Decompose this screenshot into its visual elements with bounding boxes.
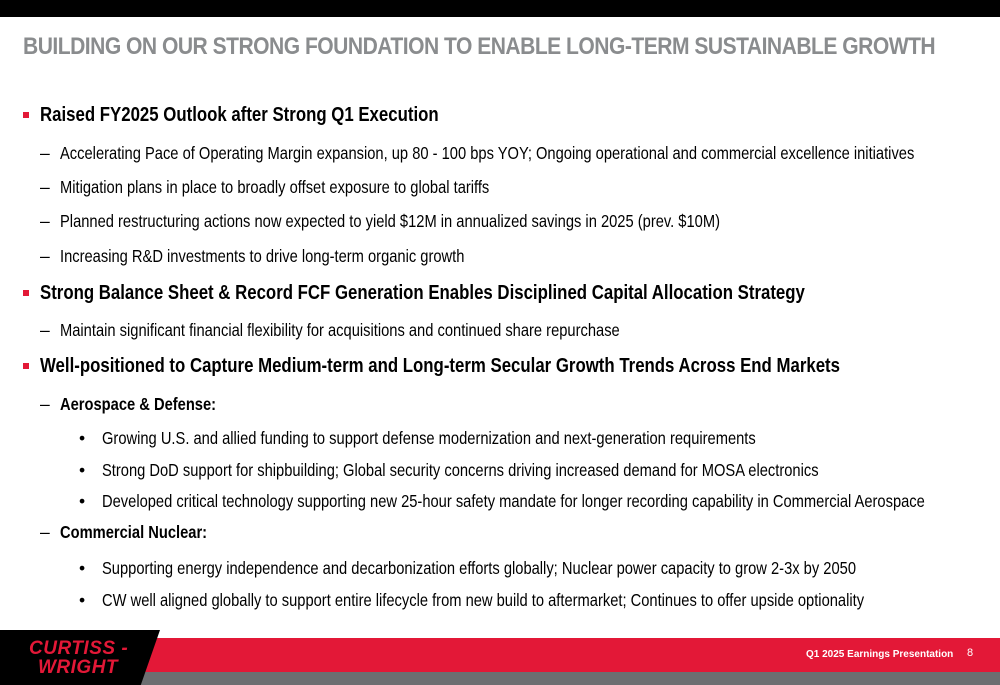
bullet-dot-icon: • (79, 491, 86, 511)
list-item: Accelerating Pace of Operating Margin expansion, up 80 - 100 bps YOY; Ongoing operational and commercial excellence initiatives (60, 143, 915, 163)
section-heading: Well-positioned to Capture Medium-term and Long-term Secular Growth Trends Across End Markets (40, 355, 840, 377)
page-number: 8 (967, 647, 974, 659)
dash-icon: – (40, 177, 50, 197)
section-heading: Raised FY2025 Outlook after Strong Q1 Execution (40, 104, 439, 126)
list-item: Supporting energy independence and decarbonization efforts globally; Nuclear power capacity to grow 2-3x by 2050 (102, 558, 857, 578)
list-item: Growing U.S. and allied funding to support defense modernization and next-generation requirements (102, 428, 756, 448)
top-bar (0, 0, 1000, 17)
bullet-dot-icon: • (79, 428, 86, 448)
dash-icon: – (40, 246, 50, 266)
dash-icon: – (40, 522, 50, 542)
list-item: Mitigation plans in place to broadly offset exposure to global tariffs (60, 177, 490, 197)
dash-icon: – (40, 211, 50, 231)
subsection-label: Aerospace & Defense: (60, 394, 217, 414)
list-item: Maintain significant financial flexibility for acquisitions and continued share repurchase (60, 320, 620, 340)
logo-text-line2: WRIGHT (38, 657, 119, 678)
dash-icon: – (40, 143, 50, 163)
presentation-label: Q1 2025 Earnings Presentation (806, 649, 954, 660)
dash-icon: – (40, 320, 50, 340)
list-item: Strong DoD support for shipbuilding; Global security concerns driving increased demand for MOSA electronics (102, 460, 819, 480)
subsection-label: Commercial Nuclear: (60, 522, 208, 542)
bullet-dot-icon: • (79, 460, 86, 480)
bullet-dot-icon: • (79, 590, 86, 610)
list-item: Developed critical technology supporting new 25-hour safety mandate for longer recording capability in Commercial Aerospace (102, 491, 925, 511)
list-item: CW well aligned globally to support entire lifecycle from new build to aftermarket; Continues to offer upside optionality (102, 590, 865, 610)
logo-text-line1: CURTISS - (29, 638, 129, 659)
bullet-square-icon (23, 363, 29, 369)
bullet-square-icon (23, 290, 29, 296)
section-heading: Strong Balance Sheet & Record FCF Generation Enables Disciplined Capital Allocation Strategy (40, 282, 805, 304)
dash-icon: – (40, 394, 50, 414)
bullet-dot-icon: • (79, 558, 86, 578)
footer-base-strip (0, 672, 1000, 685)
list-item: Planned restructuring actions now expected to yield $12M in annualized savings in 2025 (prev. $10M) (60, 211, 720, 231)
list-item: Increasing R&D investments to drive long-term organic growth (60, 246, 465, 266)
slide-title: BUILDING ON OUR STRONG FOUNDATION TO ENABLE LONG-TERM SUSTAINABLE GROWTH (23, 33, 936, 60)
bullet-square-icon (23, 112, 29, 118)
